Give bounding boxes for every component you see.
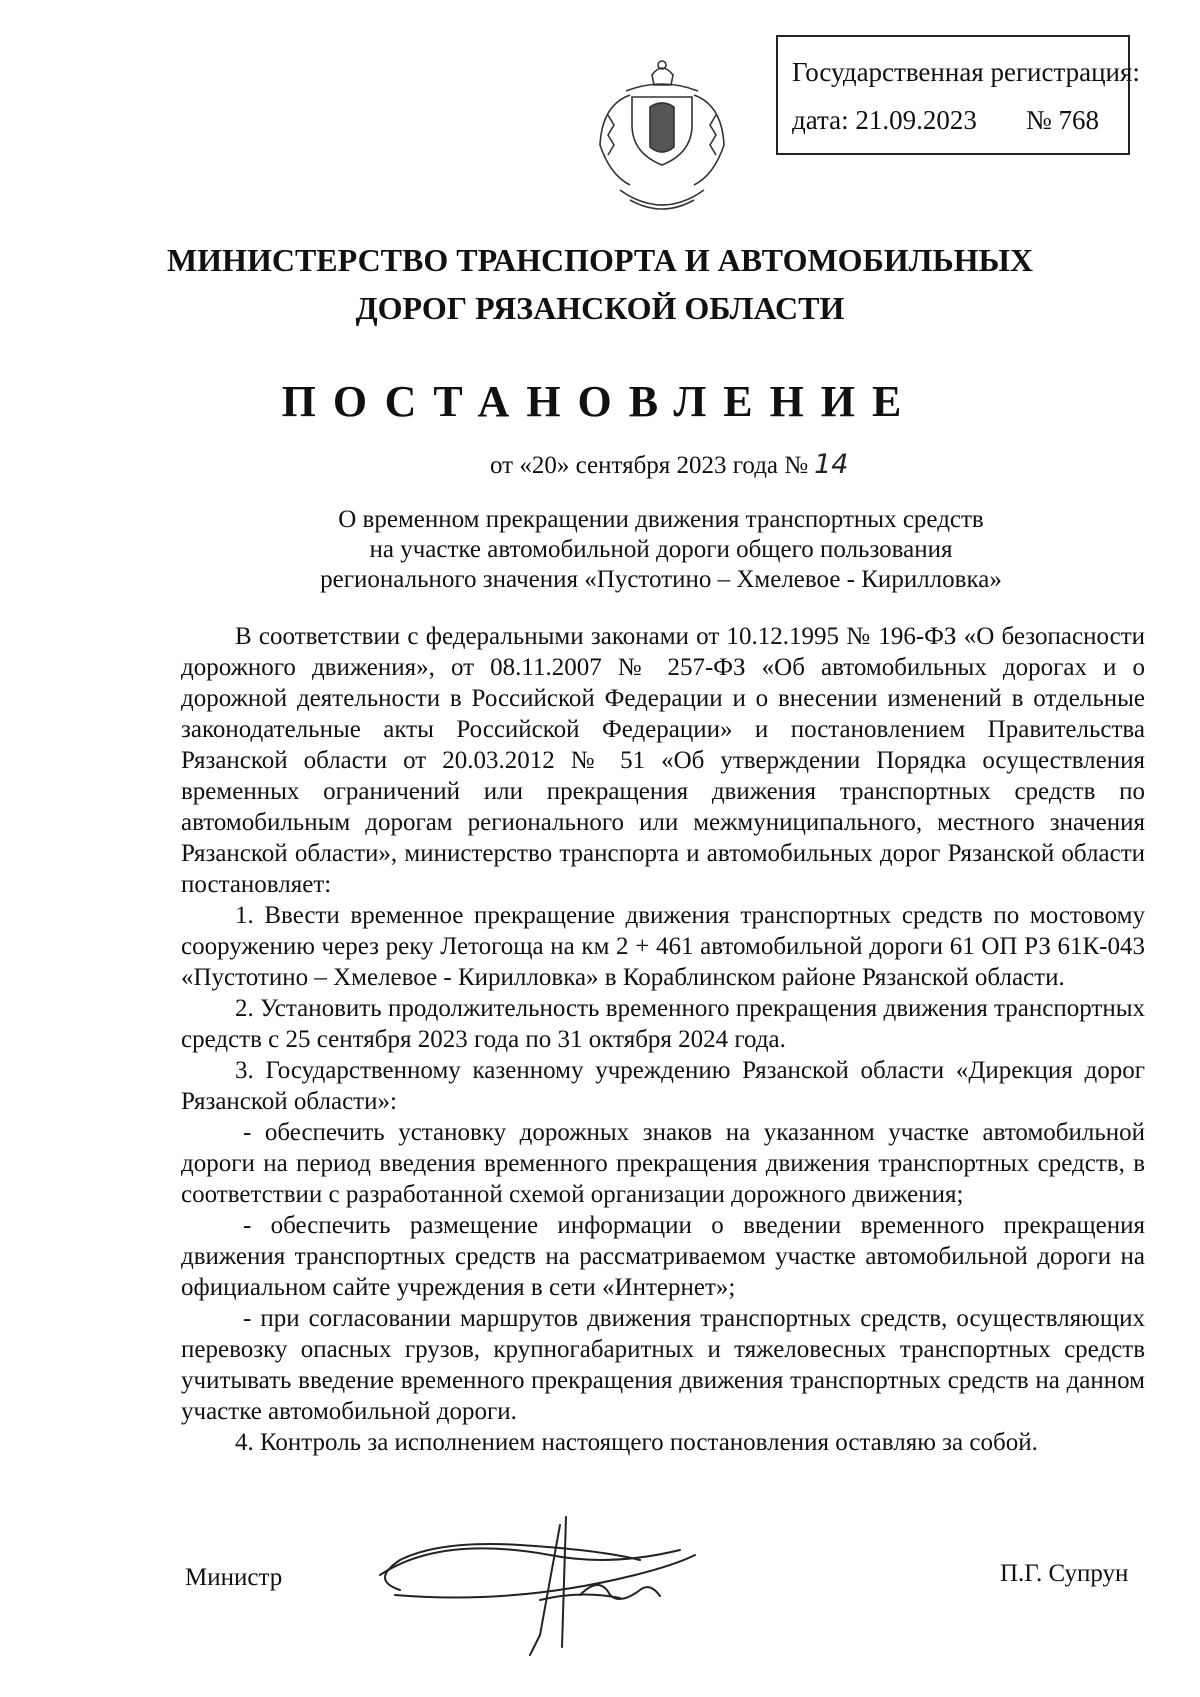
ministry-line-1: МИНИСТЕРСТВО ТРАНСПОРТА И АВТОМОБИЛЬНЫХ bbox=[166, 242, 1034, 278]
body-intro: В соответствии с федеральными законами от 10.12.1995 № 196-ФЗ «О безопасности дорожного движения», от 08.11.2007 № 257-ФЗ «Об автомобильных дорогах и о дорожной деятельности в Российской Федерации и о внесении изменений в отдельные законодательные акты Российской Федерации» и постановлением Правительства Рязанской области от 20.03.2012 № 51 «Об утверждении Порядка осуществления временных ограничений или прекращения движения транспортных средств по автомобильным дорогам регионального или межмуниципального, местного значения Рязанской области», министерство транспорта и автомобильных дорог Рязанской области постановляет: bbox=[181, 623, 1145, 898]
registration-date: дата: 21.09.2023 bbox=[792, 105, 977, 135]
registration-number: № 768 bbox=[1026, 105, 1100, 135]
body-item-3: 3. Государственному казенному учреждению Рязанской области «Дирекция дорог Рязанской области»: bbox=[181, 1057, 1145, 1115]
handwritten-signature bbox=[370, 1505, 740, 1665]
document-number-handwritten: 14 bbox=[814, 449, 849, 480]
ministry-heading bbox=[0, 236, 1200, 332]
body-item-4: 4. Контроль за исполнением настоящего постановления оставляю за собой. bbox=[235, 1429, 1038, 1456]
coat-of-arms-emblem bbox=[590, 55, 735, 215]
document-date-line bbox=[490, 449, 848, 480]
signer-name: П.Г. Супрун bbox=[1000, 1560, 1129, 1587]
body-item-3-c: - при согласовании маршрутов движения транспортных средств, осуществляющих перевозку опасных грузов, крупногабаритных и тяжеловесных транспортных средств учитывать введение временного прекращения движения транспортных средств на данном участке автомобильной дороги. bbox=[181, 1305, 1145, 1425]
body-item-3-b: - обеспечить размещение информации о введении временного прекращения движения транспортных средств на рассматриваемом участке автомобильной дороги на официальном сайте учреждения в сети «Интернет»; bbox=[181, 1212, 1145, 1301]
ministry-line-2: ДОРОГ РЯЗАНСКОЙ ОБЛАСТИ bbox=[355, 290, 845, 326]
registration-stamp bbox=[776, 35, 1140, 155]
body-item-3-a: - обеспечить установку дорожных знаков на указанном участке автомобильной дороги на период введения временного прекращения движения транспортных средств, в соответствии с разработанной схемой организации дорожного движения; bbox=[181, 1119, 1145, 1208]
document-date: от «20» сентября 2023 года № bbox=[490, 452, 809, 479]
subject-line-3: регионального значения «Пустотино – Хмелевое - Кирилловка» bbox=[320, 566, 1002, 593]
document-body bbox=[181, 621, 1145, 1458]
body-item-2: 2. Установить продолжительность временного прекращения движения транспортных средств с 25 сентября 2023 года по 31 октября 2024 года. bbox=[181, 995, 1145, 1053]
document-subject bbox=[0, 505, 1200, 595]
document-type: ПОСТАНОВЛЕНИЕ bbox=[281, 377, 919, 426]
subject-line-2: на участке автомобильной дороги общего пользования bbox=[369, 536, 953, 563]
body-item-1: 1. Ввести временное прекращение движения транспортных средств по мостовому сооружению через реку Летогоща на км 2 + 461 автомобильной дороги 61 ОП РЗ 61К-043 «Пустотино – Хмелевое - Кирилловка» в Кораблинском районе Рязанской области. bbox=[181, 902, 1145, 991]
signer-role: Министр bbox=[185, 1564, 283, 1591]
subject-line-1: О временном прекращении движения транспортных средств bbox=[338, 506, 984, 533]
registration-title: Государственная регистрация: bbox=[792, 57, 1140, 87]
